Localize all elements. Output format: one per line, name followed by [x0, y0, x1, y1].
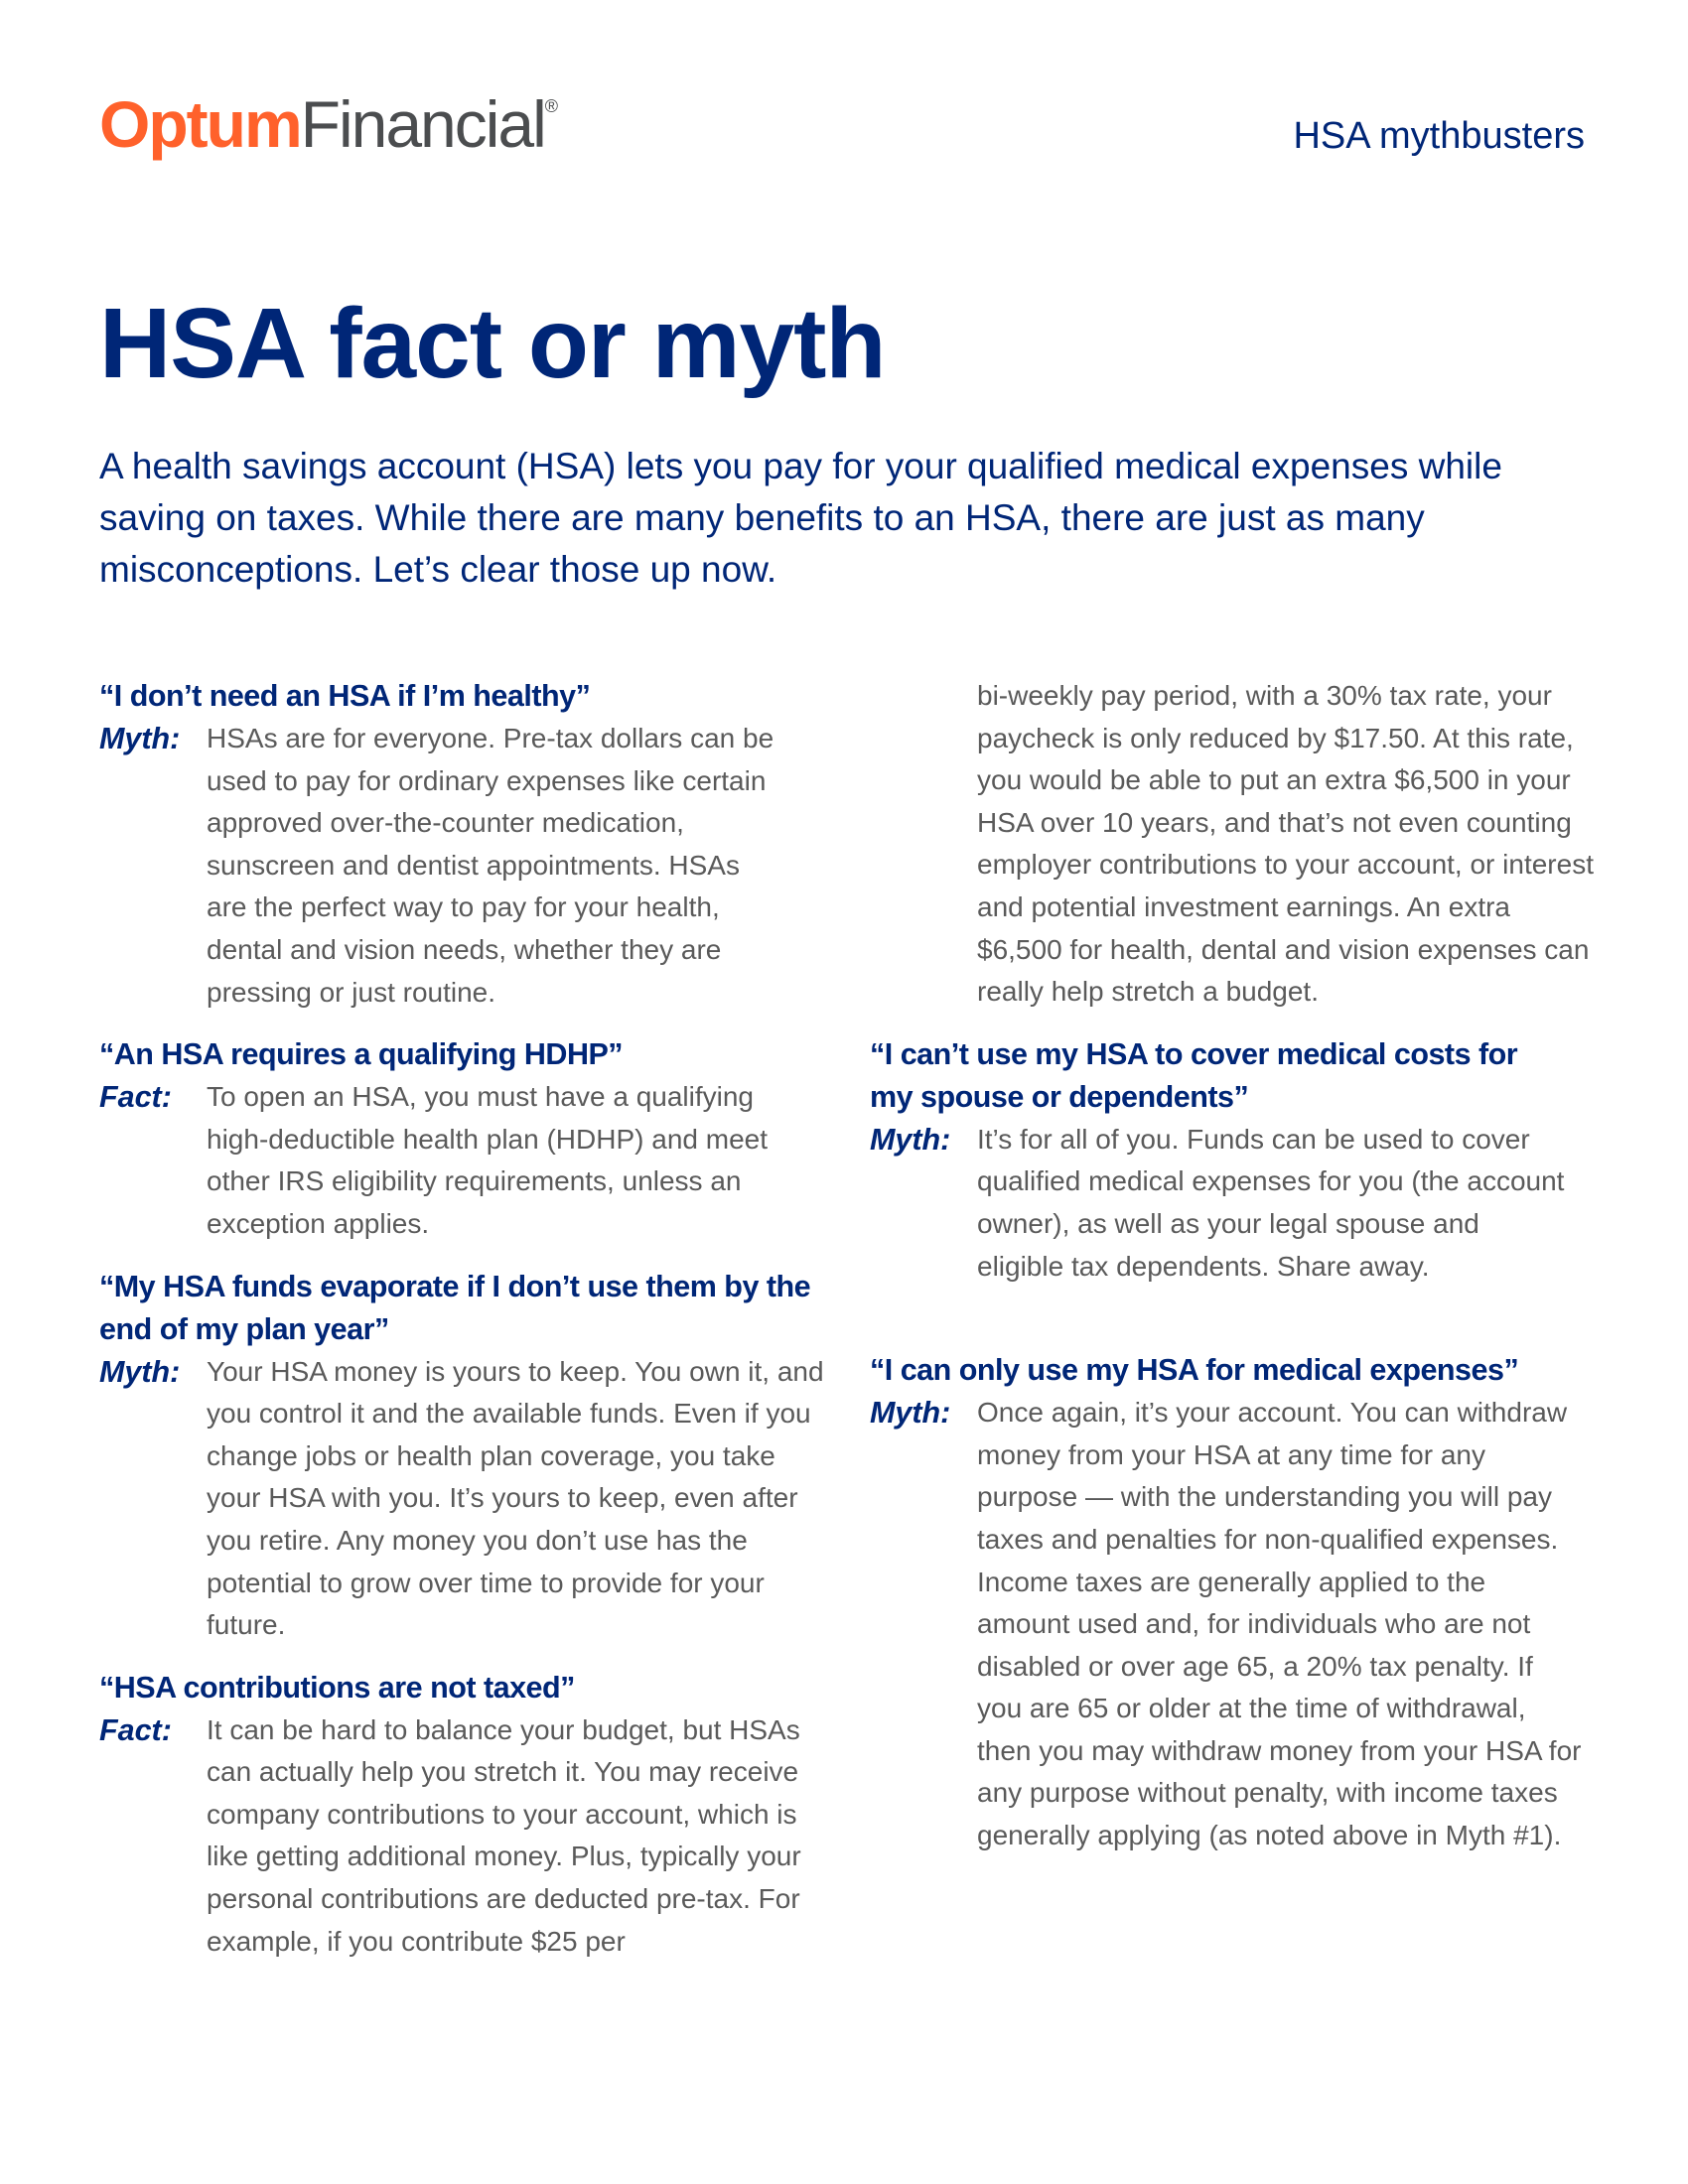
answer-text: Your HSA money is yours to keep. You own it, and you control it and the available funds. Even if you change jobs or health plan coverage, you take your HSA with you. It’s yours to keep, even after you retire. Any money you don’t use has the potential to grow over time to provide for your future.: [207, 1355, 824, 1641]
logo-brand: Optum: [99, 87, 301, 161]
left-column: [99, 675, 834, 1963]
question-heading: “An HSA requires a qualifying HDHP”: [99, 1037, 624, 1072]
question-heading: “I can’t use my HSA to cover medical costs for my spouse or dependents”: [870, 1036, 1518, 1114]
answer-text: Once again, it’s your account. You can withdraw money from your HSA at any time for any purpose — with the understanding you will pay taxes and penalties for non-qualified expenses. Income taxes are generally applied to the amount used and, for individuals who are not disabled or over age 65, a 20% tax penalty. If you are 65 or older at the time of withdrawal, then you may withdraw money from your HSA for any purpose without penalty, with income taxes generally applying (as noted above in Myth #1).: [977, 1397, 1582, 1851]
page-title: HSA fact or myth: [99, 288, 886, 399]
verdict-label: Fact:: [99, 1712, 172, 1747]
verdict-label: Myth:: [870, 1396, 951, 1431]
verdict-label: Myth:: [99, 722, 181, 755]
answer-text: It can be hard to balance your budget, but HSAs can actually help you stretch it. You may receive company contributions to your account, which is like getting additional money. Plus, typically your personal contributions are deducted pre-tax. For example, if you contribute $25 per: [207, 1713, 801, 1957]
intro-paragraph: A health savings account (HSA) lets you pay for your qualified medical expenses while saving on taxes. While there are many benefits to an HSA, there are just as many misconceptions. Let’s clear those up now.: [99, 446, 1502, 590]
answer-text: HSAs are for everyone. Pre-tax dollars can be used to pay for ordinary expenses like certain approved over-the-counter medication, sunscreen and dentist appointments. HSAs are the perfect way to pay for your health, dental and vision needs, whether they are pressing or just routine.: [207, 723, 774, 1008]
verdict-label: Fact:: [99, 1080, 172, 1115]
answer: [99, 718, 834, 1014]
verdict-label: Myth:: [870, 1122, 951, 1157]
answer: [870, 1392, 1595, 1857]
answer: [99, 1076, 834, 1245]
answer: [99, 1351, 834, 1647]
logo-product: Financial: [300, 87, 545, 161]
myth-medical-only: [870, 1349, 1595, 1857]
myth-evaporate: [99, 1266, 834, 1647]
answer-text: It’s for all of you. Funds can be used to cover qualified medical expenses for you (the account owner), as well as your legal spouse and eligible tax dependents. Share away.: [977, 1123, 1565, 1282]
question-heading: “HSA contributions are not taxed”: [99, 1670, 575, 1705]
answer-text: To open an HSA, you must have a qualifying high-deductible health plan (HDHP) and meet other IRS eligibility requirements, unless an exception applies.: [207, 1081, 768, 1239]
fact-contributions: [99, 1667, 834, 1964]
verdict-label: Myth:: [99, 1354, 181, 1389]
myth-dependents: [870, 1033, 1595, 1288]
continued-text: bi-weekly pay period, with a 30% tax rate, your paycheck is only reduced by $17.50. At this rate, you would be able to put an extra $6,500 in your HSA over 10 years, and that’s not even counting employer contributions to your account, or interest and potential investment earnings. An extra $6,500 for health, dental and vision expenses can really help stretch a budget.: [977, 680, 1594, 1008]
myth-healthy: [99, 675, 834, 1014]
fact-hdhp: [99, 1033, 834, 1245]
registered-mark: ®: [544, 96, 557, 116]
optum-financial-logo: [99, 87, 557, 161]
question-heading: “I don’t need an HSA if I’m healthy”: [99, 679, 591, 713]
answer: [99, 1709, 834, 1964]
contributions-continued: [870, 675, 1595, 1014]
question-heading: “My HSA funds evaporate if I don’t use them by the end of my plan year”: [99, 1269, 811, 1346]
question-heading: “I can only use my HSA for medical expenses”: [870, 1353, 1519, 1388]
right-column: [870, 675, 1595, 1857]
answer: [870, 1119, 1595, 1288]
header-tag: HSA mythbusters: [1293, 115, 1585, 157]
